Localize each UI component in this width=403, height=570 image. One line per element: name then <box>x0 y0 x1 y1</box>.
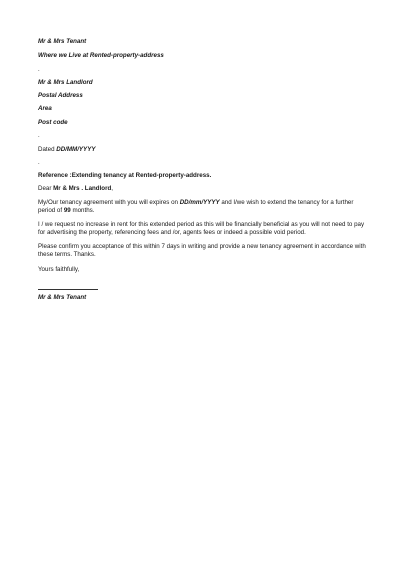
date-line <box>38 146 95 154</box>
paragraph-2: I / we request no increase in rent for this extended period as this will be financially beneficial as you will not need to pay for advertising the property, referencing fees and /or, agents fees or indeed a possible void period. <box>38 221 365 237</box>
p1-text-3: months. <box>72 207 95 215</box>
signature-name: Mr & Mrs Tenant <box>38 294 87 301</box>
salutation <box>38 185 113 193</box>
dated-value: DD/MM/YYYY <box>56 146 96 153</box>
separator-dot: . <box>38 133 40 139</box>
separator-dot: . <box>38 160 40 166</box>
closing: Yours faithfully, <box>38 266 80 273</box>
dated-label: Dated <box>38 146 55 153</box>
salutation-suffix: , <box>111 185 113 192</box>
p1-text-1: My/Our tenancy agreement with you will expires on <box>38 199 178 206</box>
salutation-name: Mr & Mrs . Landlord <box>53 185 112 192</box>
sender-name: Mr & Mrs Tenant <box>38 38 87 45</box>
paragraph-3: Please confirm you acceptance of this within 7 days in writing and provide a new tenancy agreement in accordance with these terms. Thanks. <box>38 243 366 259</box>
landlord-postal-address: Postal Address <box>38 92 83 99</box>
landlord-postcode: Post code <box>38 119 68 126</box>
landlord-name: Mr & Mrs Landlord <box>38 79 93 86</box>
landlord-area: Area <box>38 105 52 112</box>
p1-text-2: and I/we wish to extend the tenancy for a further period of <box>38 199 354 215</box>
salutation-prefix: Dear <box>38 185 52 192</box>
sender-address: Where we Live at Rented-property-address <box>38 52 164 59</box>
reference-line: Reference :Extending tenancy at Rented-property-address. <box>38 172 212 179</box>
p1-date: DD/mm/YYYY <box>179 199 220 206</box>
paragraph-1 <box>38 199 368 215</box>
signature-line <box>38 289 98 290</box>
separator-dot: . <box>38 67 40 73</box>
p1-months: 99 <box>63 207 71 215</box>
